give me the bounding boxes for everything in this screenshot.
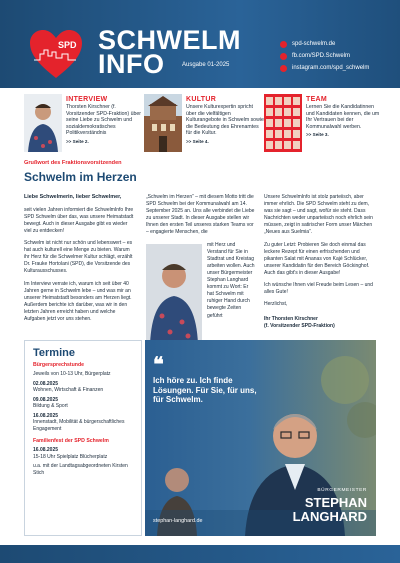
- title-line1: SCHWELM: [98, 25, 241, 55]
- footer-band: [0, 545, 400, 563]
- portrait-langhard-image: [146, 244, 202, 344]
- signature-name: Ihr Thorsten Kirschner: [264, 316, 318, 323]
- spd-heart-logo-icon: [28, 28, 84, 80]
- culture-building-image: [144, 94, 182, 152]
- events-box: [24, 340, 142, 536]
- teaser-more-link[interactable]: >> Seite 4.: [186, 138, 209, 144]
- article-column-1: [24, 194, 134, 328]
- article-greeting: Liebe Schwelmerin, lieber Schwelmer,: [24, 194, 122, 200]
- event-item: u.a. mit der Landtagsabgeordneten Kirsten Stich: [33, 463, 128, 476]
- article-paragraph: Zu guter Letzt: Probieren Sie doch einmal das leckere Rezept für einen erfrischenden und pikanten Salat mit Ananas von Kajé Schlücker, unserer Kandidatin für den Bereich Göckinghof. Auch das gibt's in dieser Ausgabe!: [264, 241, 370, 276]
- article-paragraph: mit Herz und Verstand für Sie in Stadtrat und Kreistag arbeiten wollen. Auch unser Bürgermeister Stephan Langhard kommt zu Wort: Er hat Schwelm mit ruhiger Hand durch bewegte Zeiten geführt: [207, 241, 255, 319]
- instagram-icon: [280, 65, 287, 72]
- teaser-more-link[interactable]: >> Seite 2.: [66, 138, 89, 144]
- article-headline: Schwelm im Herzen: [24, 170, 137, 184]
- contact-instagram[interactable]: instagram.com/spd_schwelm: [280, 62, 369, 74]
- issue-number: Ausgabe 01-2025: [182, 62, 230, 68]
- events-section-heading: Familienfest der SPD Schwelm: [33, 438, 109, 444]
- ad-candidate-name: STEPHAN LANGHARD: [292, 495, 367, 524]
- globe-icon: [280, 41, 287, 48]
- contact-list: [280, 38, 369, 74]
- article-closing: Herzlichst,: [264, 301, 288, 308]
- event-item: 02.08.2025 Wohnen, Wirtschaft & Finanzen: [33, 380, 104, 393]
- masthead-title: [98, 25, 241, 80]
- ad-website-link[interactable]: stephan-langhard.de: [153, 518, 203, 524]
- quote-icon: ❝: [153, 354, 164, 376]
- events-section-heading: Bürgersprechstunde: [33, 362, 85, 368]
- ad-slogan: Ich höre zu. Ich finde Lösungen. Für Sie, für uns, für Schwelm.: [153, 376, 257, 405]
- portrait-kirschner-image: [24, 94, 62, 152]
- teaser-interview[interactable]: [24, 94, 142, 152]
- event-item: 16.08.2025 15-18 Uhr Spielplatz Blücherplatz: [33, 447, 108, 460]
- article-paragraph: Schwelm ist nicht nur schön und lebenswert – es hat auch kulturell eine Menge zu bieten. Warum ihr Herz für die Schwelmer Kultur schlägt, erzählt Dr. Frauke Hortolani (SPD), die Vorsitzende des Kulturausschusses.: [24, 240, 133, 275]
- article-paragraph: Ich wünsche Ihnen viel Freude beim Lesen – und alles Gute!: [264, 282, 373, 296]
- teaser-text: Unsere Kulturexpertin spricht über die vielfältigen Kulturangebote in Schwelm sowie die Bedeutung des Ehrenamtes für die Kultur.: [186, 104, 264, 136]
- team-grid-image: [264, 94, 302, 152]
- teaser-tag: INTERVIEW: [66, 96, 108, 103]
- facebook-icon: [280, 53, 287, 60]
- signature-role: (f. Vorsitzender SPD-Fraktion): [264, 323, 335, 330]
- masthead: [0, 0, 400, 88]
- teaser-text: Lernen Sie die Kandidatinnen und Kandidaten kennen, die um Ihr Vertrauen bei der Kommunalwahl werben.: [306, 104, 380, 130]
- teaser-team[interactable]: [264, 94, 382, 152]
- event-item: 09.08.2025 Bildung & Sport: [33, 396, 68, 409]
- mayor-campaign-ad: [145, 340, 376, 536]
- event-item: 16.08.2025 Innenstadt, Mobilität & bürgerschaftliches Engagement: [33, 412, 125, 432]
- teaser-row: [24, 94, 380, 152]
- event-item: Jeweils von 10-13 Uhr, Bürgerplatz: [33, 371, 111, 377]
- events-title: Termine: [33, 347, 75, 359]
- spd-badge: SPD: [58, 40, 77, 50]
- article-paragraph: seit vielen Jahren informiert die SchwelmInfo Ihre SPD Schwelm über das, was unsere Heimatstadt bewegt. Auch in dieser Ausgabe gibt es wieder viel zu entdecken!: [24, 206, 134, 234]
- article-kicker: Grußwort des Fraktionsvorsitzenden: [24, 160, 122, 166]
- ad-role: BÜRGERMEISTER: [317, 488, 367, 493]
- article-paragraph: Unsere SchwelmInfo ist stolz parteiisch, aber immer ehrlich. Die SPD Schwelm steht zu dem, was sie sagt – und sagt, wofür sie steht. Dass Nachrichten weder unparteiisch noch ehrlich sein müssen, zeigt in satirischer Form unser Märchen „Neues aus Suelmia“.: [264, 194, 373, 236]
- article-paragraph: „Schwelm im Herzen“ – mit diesem Motto tritt die SPD Schwelm bei der Kommunalwahl am 14. September 2025 an. Uns alle verbindet die Liebe zu unserer Stadt. In dieser Ausgabe stellen wir Ihnen den ersten Teil unseres starken Teams vor – engagierte Menschen, die: [146, 194, 255, 236]
- title-line2: INFO: [98, 49, 165, 80]
- teaser-text: Thorsten Kirschner (f. Vorsitzender SPD-Fraktion) über seine Liebe zu Schwelm und sozialdemokratisches Politikverständnis: [66, 104, 141, 136]
- teaser-kultur[interactable]: [144, 94, 262, 152]
- article-paragraph: Im Interview verrate ich, warum ich seit über 40 Jahren gerne in Schwelm lebe – und was mir an unserer Heimatstadt besonders am Herzen liegt. Außerdem berichte ich darüber, was wir in den letzten Jahren erreicht haben und welche Aufgaben jetzt vor uns stehen.: [24, 280, 132, 322]
- contact-facebook[interactable]: fb.com/SPD.Schwelm: [280, 50, 369, 62]
- teaser-tag: TEAM: [306, 96, 328, 103]
- contact-website[interactable]: spd-schwelm.de: [280, 38, 369, 50]
- teaser-tag: KULTUR: [186, 96, 217, 103]
- article-column-3: [264, 194, 376, 331]
- teaser-more-link[interactable]: >> Seite 3.: [306, 132, 329, 137]
